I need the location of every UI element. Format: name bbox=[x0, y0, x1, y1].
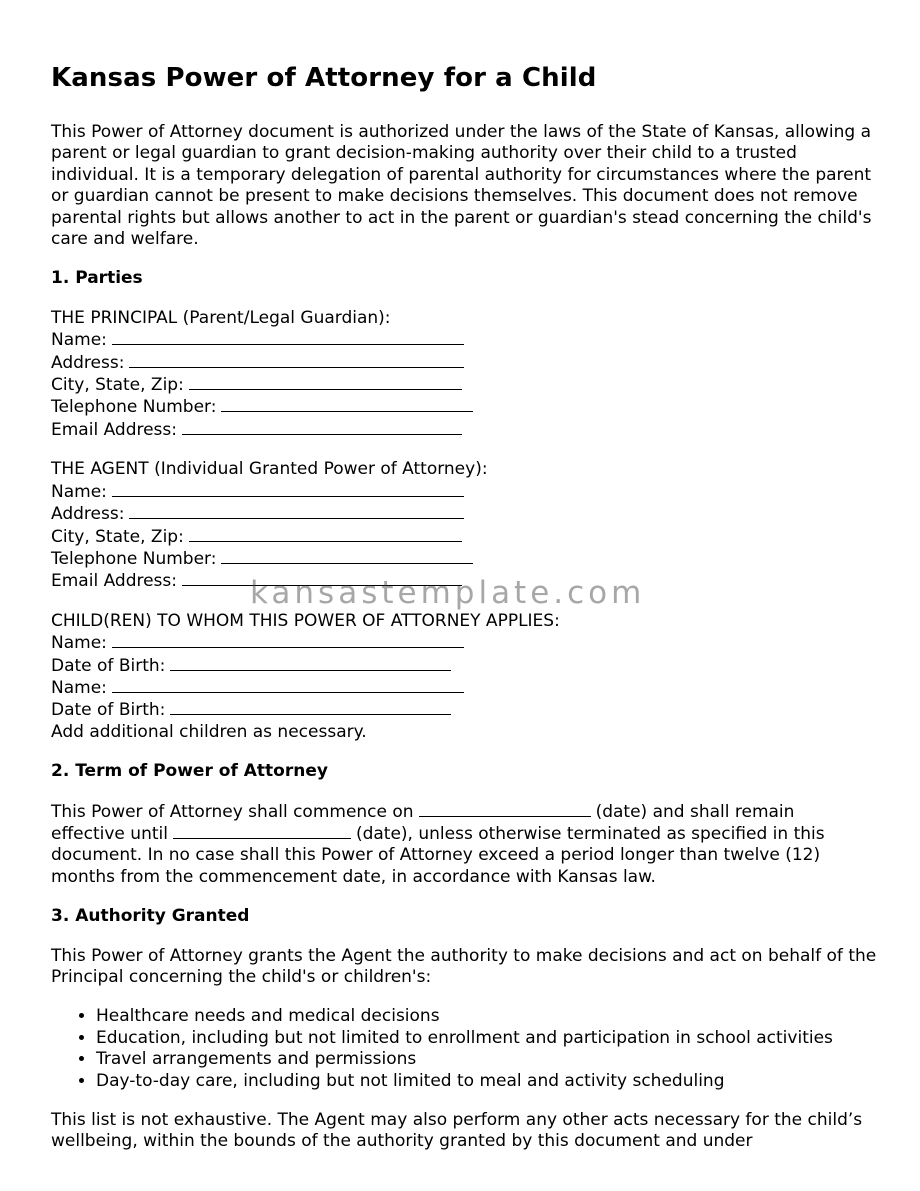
term-text-2: (date) and shall remain bbox=[595, 801, 795, 822]
principal-email-row bbox=[51, 419, 881, 441]
watermark-text: kansastemplate.com bbox=[250, 575, 646, 611]
principal-label: THE PRINCIPAL (Parent/Legal Guardian): bbox=[51, 307, 391, 328]
children-note: Add additional children as necessary. bbox=[51, 721, 367, 742]
field-label: City, State, Zip: bbox=[51, 526, 184, 547]
field-label: Telephone Number: bbox=[51, 397, 217, 418]
child2-name-field[interactable] bbox=[112, 677, 464, 693]
field-label: Email Address: bbox=[51, 571, 177, 592]
child1-dob-field[interactable] bbox=[170, 655, 451, 671]
child1-dob-row bbox=[51, 655, 881, 677]
term-text-1: This Power of Attorney shall commence on bbox=[51, 801, 414, 822]
field-label: Address: bbox=[51, 504, 125, 525]
field-label: Name: bbox=[51, 677, 107, 698]
principal-email-field[interactable] bbox=[182, 419, 462, 435]
term-text-3: effective until bbox=[51, 823, 168, 844]
principal-address-field[interactable] bbox=[129, 352, 464, 368]
closing-paragraph: This list is not exhaustive. The Agent may also perform any other acts necessary for the child’s wellbeing, within the bounds of the authority granted by this document and under bbox=[51, 1110, 863, 1152]
intro-paragraph: This Power of Attorney document is authorized under the laws of the State of Kansas, allowing a parent or legal guardian to grant decision-making authority over their child to a trusted individual. It is a temporary delegation of parental authority for circumstances where the parent or guardian cannot be present to make decisions themselves. This document does not remove parental rights but allows another to act in the parent or guardian's stead concerning the child's care and welfare. bbox=[51, 122, 872, 250]
list-item: • Healthcare needs and medical decisions bbox=[96, 1006, 881, 1027]
child2-dob-field[interactable] bbox=[170, 699, 451, 715]
list-item: • Travel arrangements and permissions bbox=[96, 1049, 881, 1070]
principal-city-row bbox=[51, 374, 881, 396]
field-label: Telephone Number: bbox=[51, 548, 217, 569]
agent-city-field[interactable] bbox=[189, 526, 462, 542]
principal-phone-field[interactable] bbox=[221, 396, 473, 412]
end-date-field[interactable] bbox=[173, 823, 351, 839]
field-label: City, State, Zip: bbox=[51, 375, 184, 396]
term-paragraph bbox=[51, 801, 881, 889]
principal-phone-row bbox=[51, 396, 881, 418]
child1-name-row bbox=[51, 632, 881, 654]
field-label: Date of Birth: bbox=[51, 700, 166, 721]
authority-paragraph: This Power of Attorney grants the Agent the authority to make decisions and act on behalf of the Principal concerning the child's or children's: bbox=[51, 945, 877, 987]
list-item: • Education, including but not limited to enrollment and participation in school activities bbox=[96, 1028, 881, 1049]
field-label: Email Address: bbox=[51, 419, 177, 440]
agent-address-field[interactable] bbox=[129, 503, 464, 519]
agent-email-field[interactable] bbox=[182, 570, 462, 586]
agent-name-field[interactable] bbox=[112, 481, 464, 497]
principal-name-field[interactable] bbox=[112, 329, 464, 345]
agent-email-row bbox=[51, 570, 881, 592]
field-label: Name: bbox=[51, 633, 107, 654]
term-text-4: (date), unless otherwise terminated as specified in this document. In no case shall this Power of Attorney exceed a period longer than twelve (12) months from the commencement date, in accordance with Kansas law. bbox=[51, 823, 825, 887]
agent-block bbox=[51, 459, 881, 592]
agent-phone-row bbox=[51, 548, 881, 570]
authority-list bbox=[51, 1006, 881, 1092]
field-label: Name: bbox=[51, 330, 107, 351]
commence-date-field[interactable] bbox=[419, 801, 591, 817]
list-item: • Day-to-day care, including but not limited to meal and activity scheduling bbox=[96, 1071, 881, 1092]
agent-city-row bbox=[51, 526, 881, 548]
document-title: Kansas Power of Attorney for a Child bbox=[51, 63, 597, 93]
child1-name-field[interactable] bbox=[112, 632, 464, 648]
agent-address-row bbox=[51, 503, 881, 525]
principal-address-row bbox=[51, 352, 881, 374]
children-label: CHILD(REN) TO WHOM THIS POWER OF ATTORNEY APPLIES: bbox=[51, 610, 560, 631]
principal-city-field[interactable] bbox=[189, 374, 462, 390]
field-label: Name: bbox=[51, 481, 107, 502]
agent-name-row bbox=[51, 481, 881, 503]
section-authority-heading: 3. Authority Granted bbox=[51, 906, 250, 927]
document-page bbox=[51, 58, 881, 1153]
principal-block bbox=[51, 308, 881, 441]
child2-name-row bbox=[51, 677, 881, 699]
section-term-heading: 2. Term of Power of Attorney bbox=[51, 761, 328, 782]
agent-label: THE AGENT (Individual Granted Power of Attorney): bbox=[51, 459, 488, 480]
principal-name-row bbox=[51, 329, 881, 351]
field-label: Address: bbox=[51, 352, 125, 373]
children-block bbox=[51, 611, 881, 743]
field-label: Date of Birth: bbox=[51, 655, 166, 676]
section-parties-heading: 1. Parties bbox=[51, 268, 143, 289]
agent-phone-field[interactable] bbox=[221, 548, 473, 564]
child2-dob-row bbox=[51, 699, 881, 721]
